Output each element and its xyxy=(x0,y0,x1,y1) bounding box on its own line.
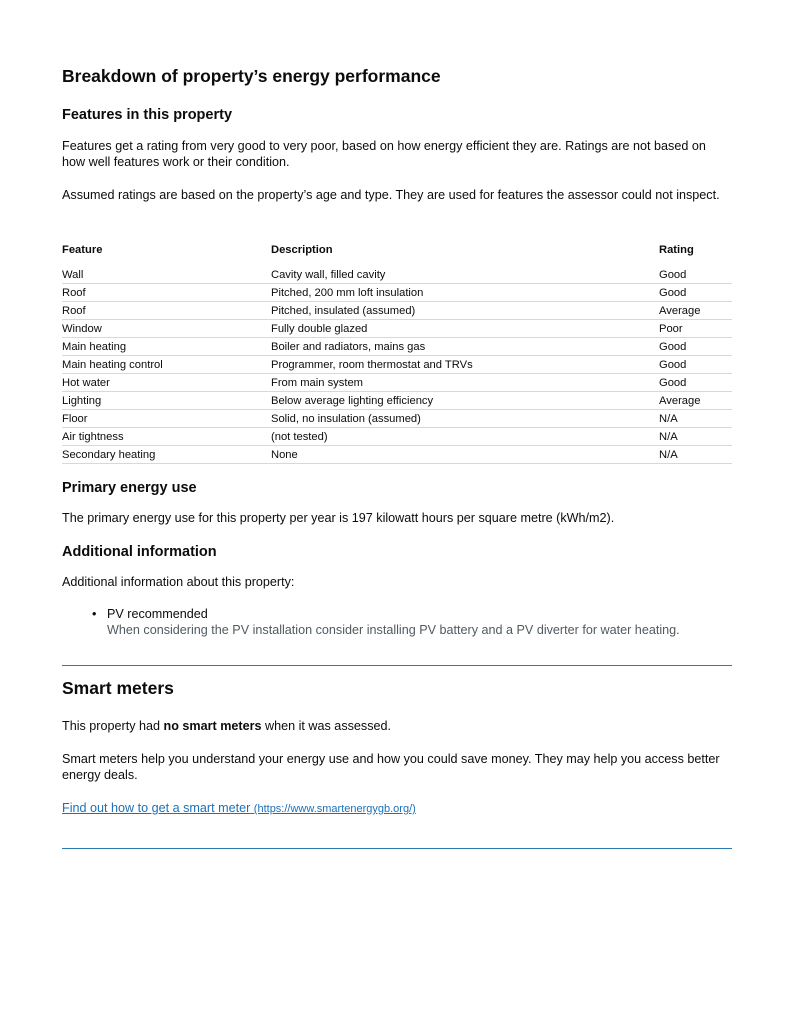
smart-meters-status-prefix: This property had xyxy=(62,719,164,733)
description-cell: (not tested) xyxy=(271,428,659,446)
feature-cell: Main heating control xyxy=(62,356,271,374)
description-cell: None xyxy=(271,446,659,464)
smart-meter-link[interactable] xyxy=(62,801,416,815)
features-table xyxy=(62,240,732,464)
additional-info-list xyxy=(62,606,680,638)
rating-cell: Good xyxy=(659,356,732,374)
smart-meter-link-url: (https://www.smartenergygb.org/) xyxy=(253,803,416,815)
table-row xyxy=(62,302,732,320)
feature-cell: Roof xyxy=(62,302,271,320)
description-cell: Pitched, insulated (assumed) xyxy=(271,302,659,320)
table-row xyxy=(62,392,732,410)
list-item-description: When considering the PV installation consider installing PV battery and a PV diverter for water heating. xyxy=(107,623,680,637)
column-header-rating: Rating xyxy=(659,244,694,256)
page-title: Breakdown of property’s energy performance xyxy=(62,66,441,86)
primary-energy-heading: Primary energy use xyxy=(62,480,197,496)
rating-cell: N/A xyxy=(659,428,732,446)
table-row xyxy=(62,338,732,356)
additional-info-intro: Additional information about this property: xyxy=(62,575,295,589)
table-row xyxy=(62,446,732,464)
feature-cell: Air tightness xyxy=(62,428,271,446)
table-row xyxy=(62,374,732,392)
description-cell: Below average lighting efficiency xyxy=(271,392,659,410)
features-intro-1: Features get a rating from very good to very poor, based on how energy efficient they are. Ratings are not based on how well features work or their condition. xyxy=(62,139,706,169)
description-cell: Pitched, 200 mm loft insulation xyxy=(271,284,659,302)
smart-meters-status xyxy=(62,718,732,734)
column-header-description: Description xyxy=(271,244,333,256)
additional-info-heading: Additional information xyxy=(62,544,217,560)
table-row xyxy=(62,410,732,428)
table-row xyxy=(62,320,732,338)
features-heading: Features in this property xyxy=(62,107,233,123)
feature-cell: Lighting xyxy=(62,392,271,410)
rating-cell: Average xyxy=(659,392,732,410)
feature-cell: Main heating xyxy=(62,338,271,356)
feature-cell: Hot water xyxy=(62,374,271,392)
feature-cell: Wall xyxy=(62,266,271,284)
section-divider-bottom xyxy=(62,848,732,849)
feature-cell: Floor xyxy=(62,410,271,428)
table-row xyxy=(62,356,732,374)
rating-cell: Good xyxy=(659,284,732,302)
list-item xyxy=(92,606,680,638)
description-cell: Cavity wall, filled cavity xyxy=(271,266,659,284)
description-cell: Fully double glazed xyxy=(271,320,659,338)
rating-cell: Good xyxy=(659,374,732,392)
feature-cell: Secondary heating xyxy=(62,446,271,464)
feature-cell: Window xyxy=(62,320,271,338)
description-cell: Boiler and radiators, mains gas xyxy=(271,338,659,356)
rating-cell: Average xyxy=(659,302,732,320)
smart-meter-link-text: Find out how to get a smart meter xyxy=(62,801,251,815)
smart-meters-status-bold: no smart meters xyxy=(163,719,262,733)
list-item-title: PV recommended xyxy=(107,607,208,621)
description-cell: Programmer, room thermostat and TRVs xyxy=(271,356,659,374)
table-row xyxy=(62,284,732,302)
features-intro-2: Assumed ratings are based on the property’s age and type. They are used for features the assessor could not inspect. xyxy=(62,188,720,202)
smart-meters-heading: Smart meters xyxy=(62,678,174,698)
smart-meter-link-paragraph xyxy=(62,800,732,817)
column-header-feature: Feature xyxy=(62,244,103,256)
section-divider xyxy=(62,665,732,666)
description-cell: From main system xyxy=(271,374,659,392)
table-row xyxy=(62,428,732,446)
bullet-icon: • xyxy=(92,607,97,621)
description-cell: Solid, no insulation (assumed) xyxy=(271,410,659,428)
smart-meters-info: Smart meters help you understand your energy use and how you could save money. They may help you access better energy deals. xyxy=(62,752,720,782)
smart-meters-status-suffix: when it was assessed. xyxy=(261,719,392,733)
features-table-header xyxy=(62,240,732,266)
rating-cell: N/A xyxy=(659,446,732,464)
rating-cell: N/A xyxy=(659,410,732,428)
rating-cell: Good xyxy=(659,338,732,356)
feature-cell: Roof xyxy=(62,284,271,302)
primary-energy-text: The primary energy use for this property per year is 197 kilowatt hours per square metre (kWh/m2). xyxy=(62,511,615,525)
rating-cell: Good xyxy=(659,266,732,284)
rating-cell: Poor xyxy=(659,320,732,338)
table-row xyxy=(62,266,732,284)
